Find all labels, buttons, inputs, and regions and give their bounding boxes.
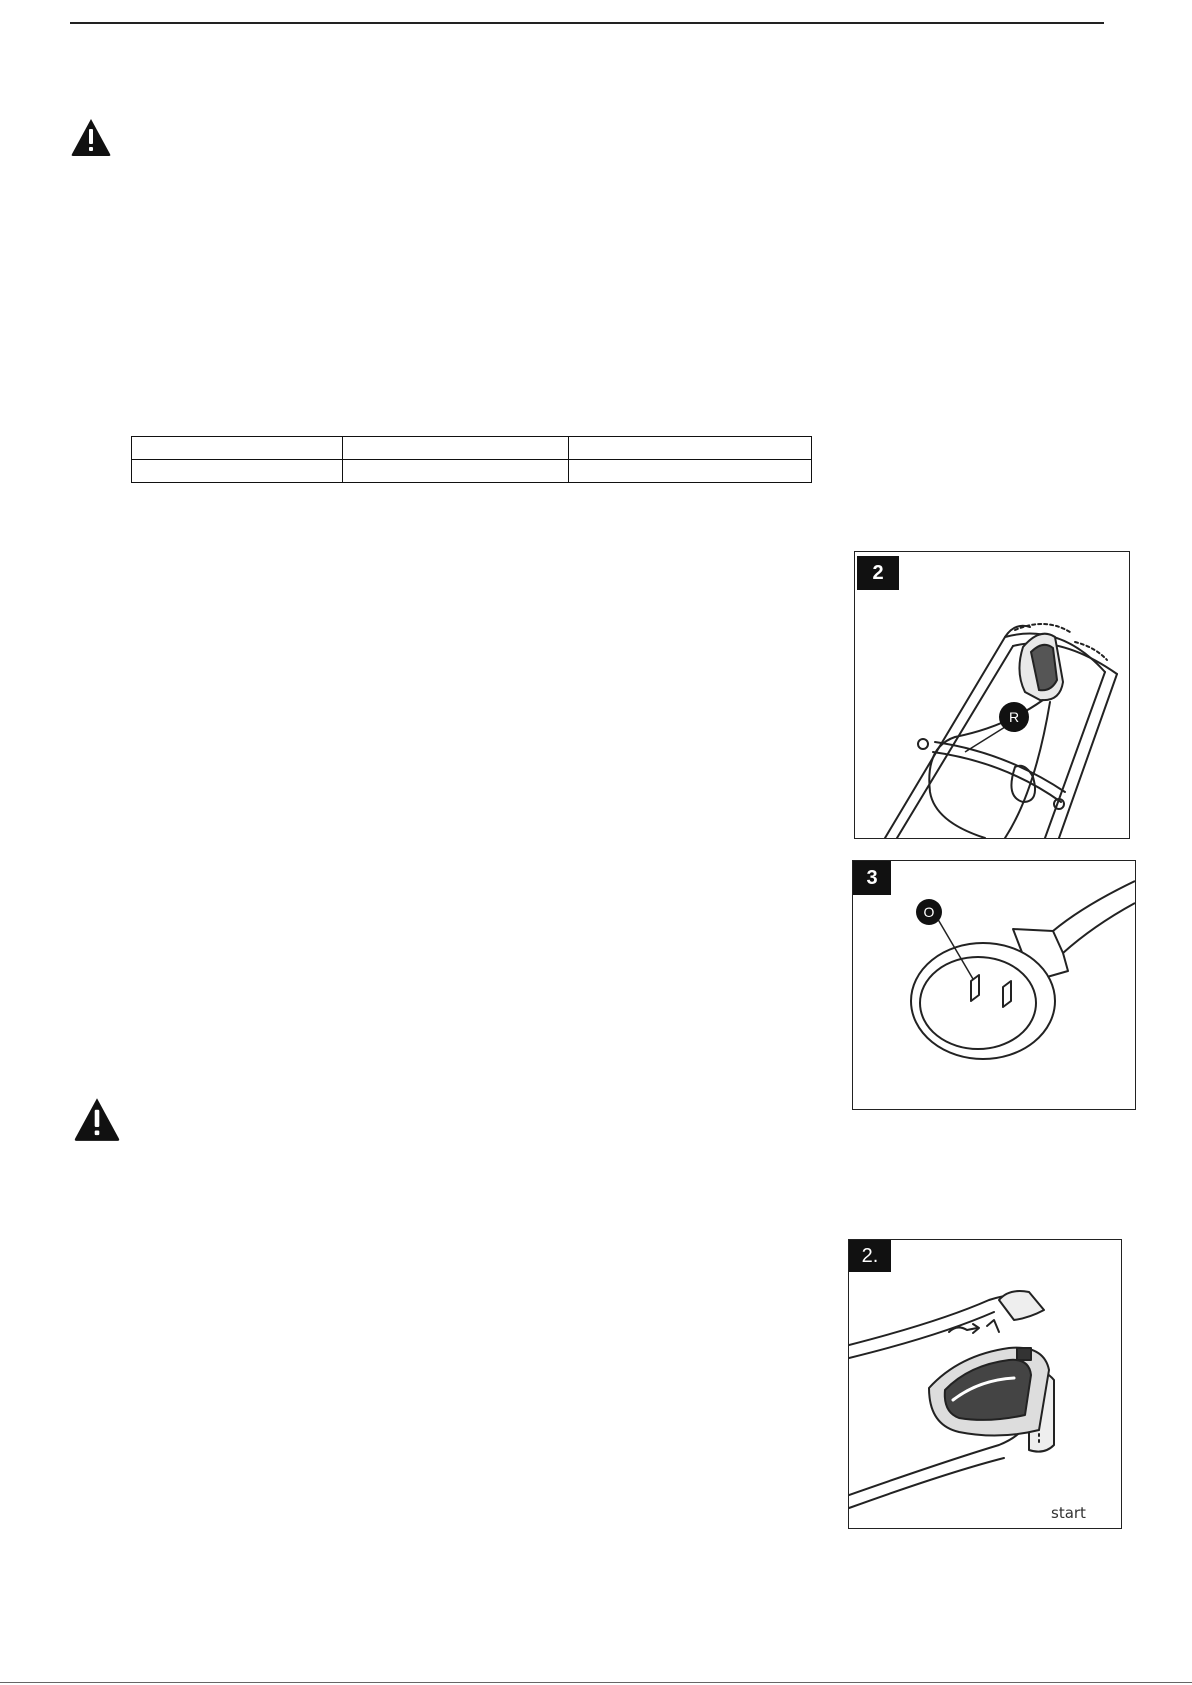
figure-number-badge: 3 — [853, 861, 891, 895]
spec-table — [131, 436, 812, 483]
callout-r: R — [999, 702, 1029, 732]
warning-icon — [70, 117, 112, 157]
callout-o: O — [916, 899, 942, 925]
figure-number-badge: 2. — [849, 1240, 891, 1272]
handle-cord-illustration — [855, 552, 1129, 838]
figure-caption: start — [1051, 1504, 1086, 1522]
figure-start-lever — [848, 1239, 1122, 1529]
table-cell — [132, 437, 343, 460]
figure-handle-cord — [854, 551, 1130, 839]
start-lever-illustration — [849, 1240, 1121, 1528]
warning-icon — [72, 1096, 122, 1142]
table-row — [132, 437, 812, 460]
table-row — [132, 460, 812, 483]
footer-rule — [0, 1682, 1192, 1683]
header-rule — [70, 22, 1104, 24]
plug-illustration — [853, 861, 1135, 1109]
table-cell — [569, 460, 812, 483]
figure-number-badge: 2 — [857, 556, 899, 590]
table-cell — [343, 460, 569, 483]
table-cell — [569, 437, 812, 460]
table-cell — [343, 437, 569, 460]
table-cell — [132, 460, 343, 483]
figure-plug — [852, 860, 1136, 1110]
